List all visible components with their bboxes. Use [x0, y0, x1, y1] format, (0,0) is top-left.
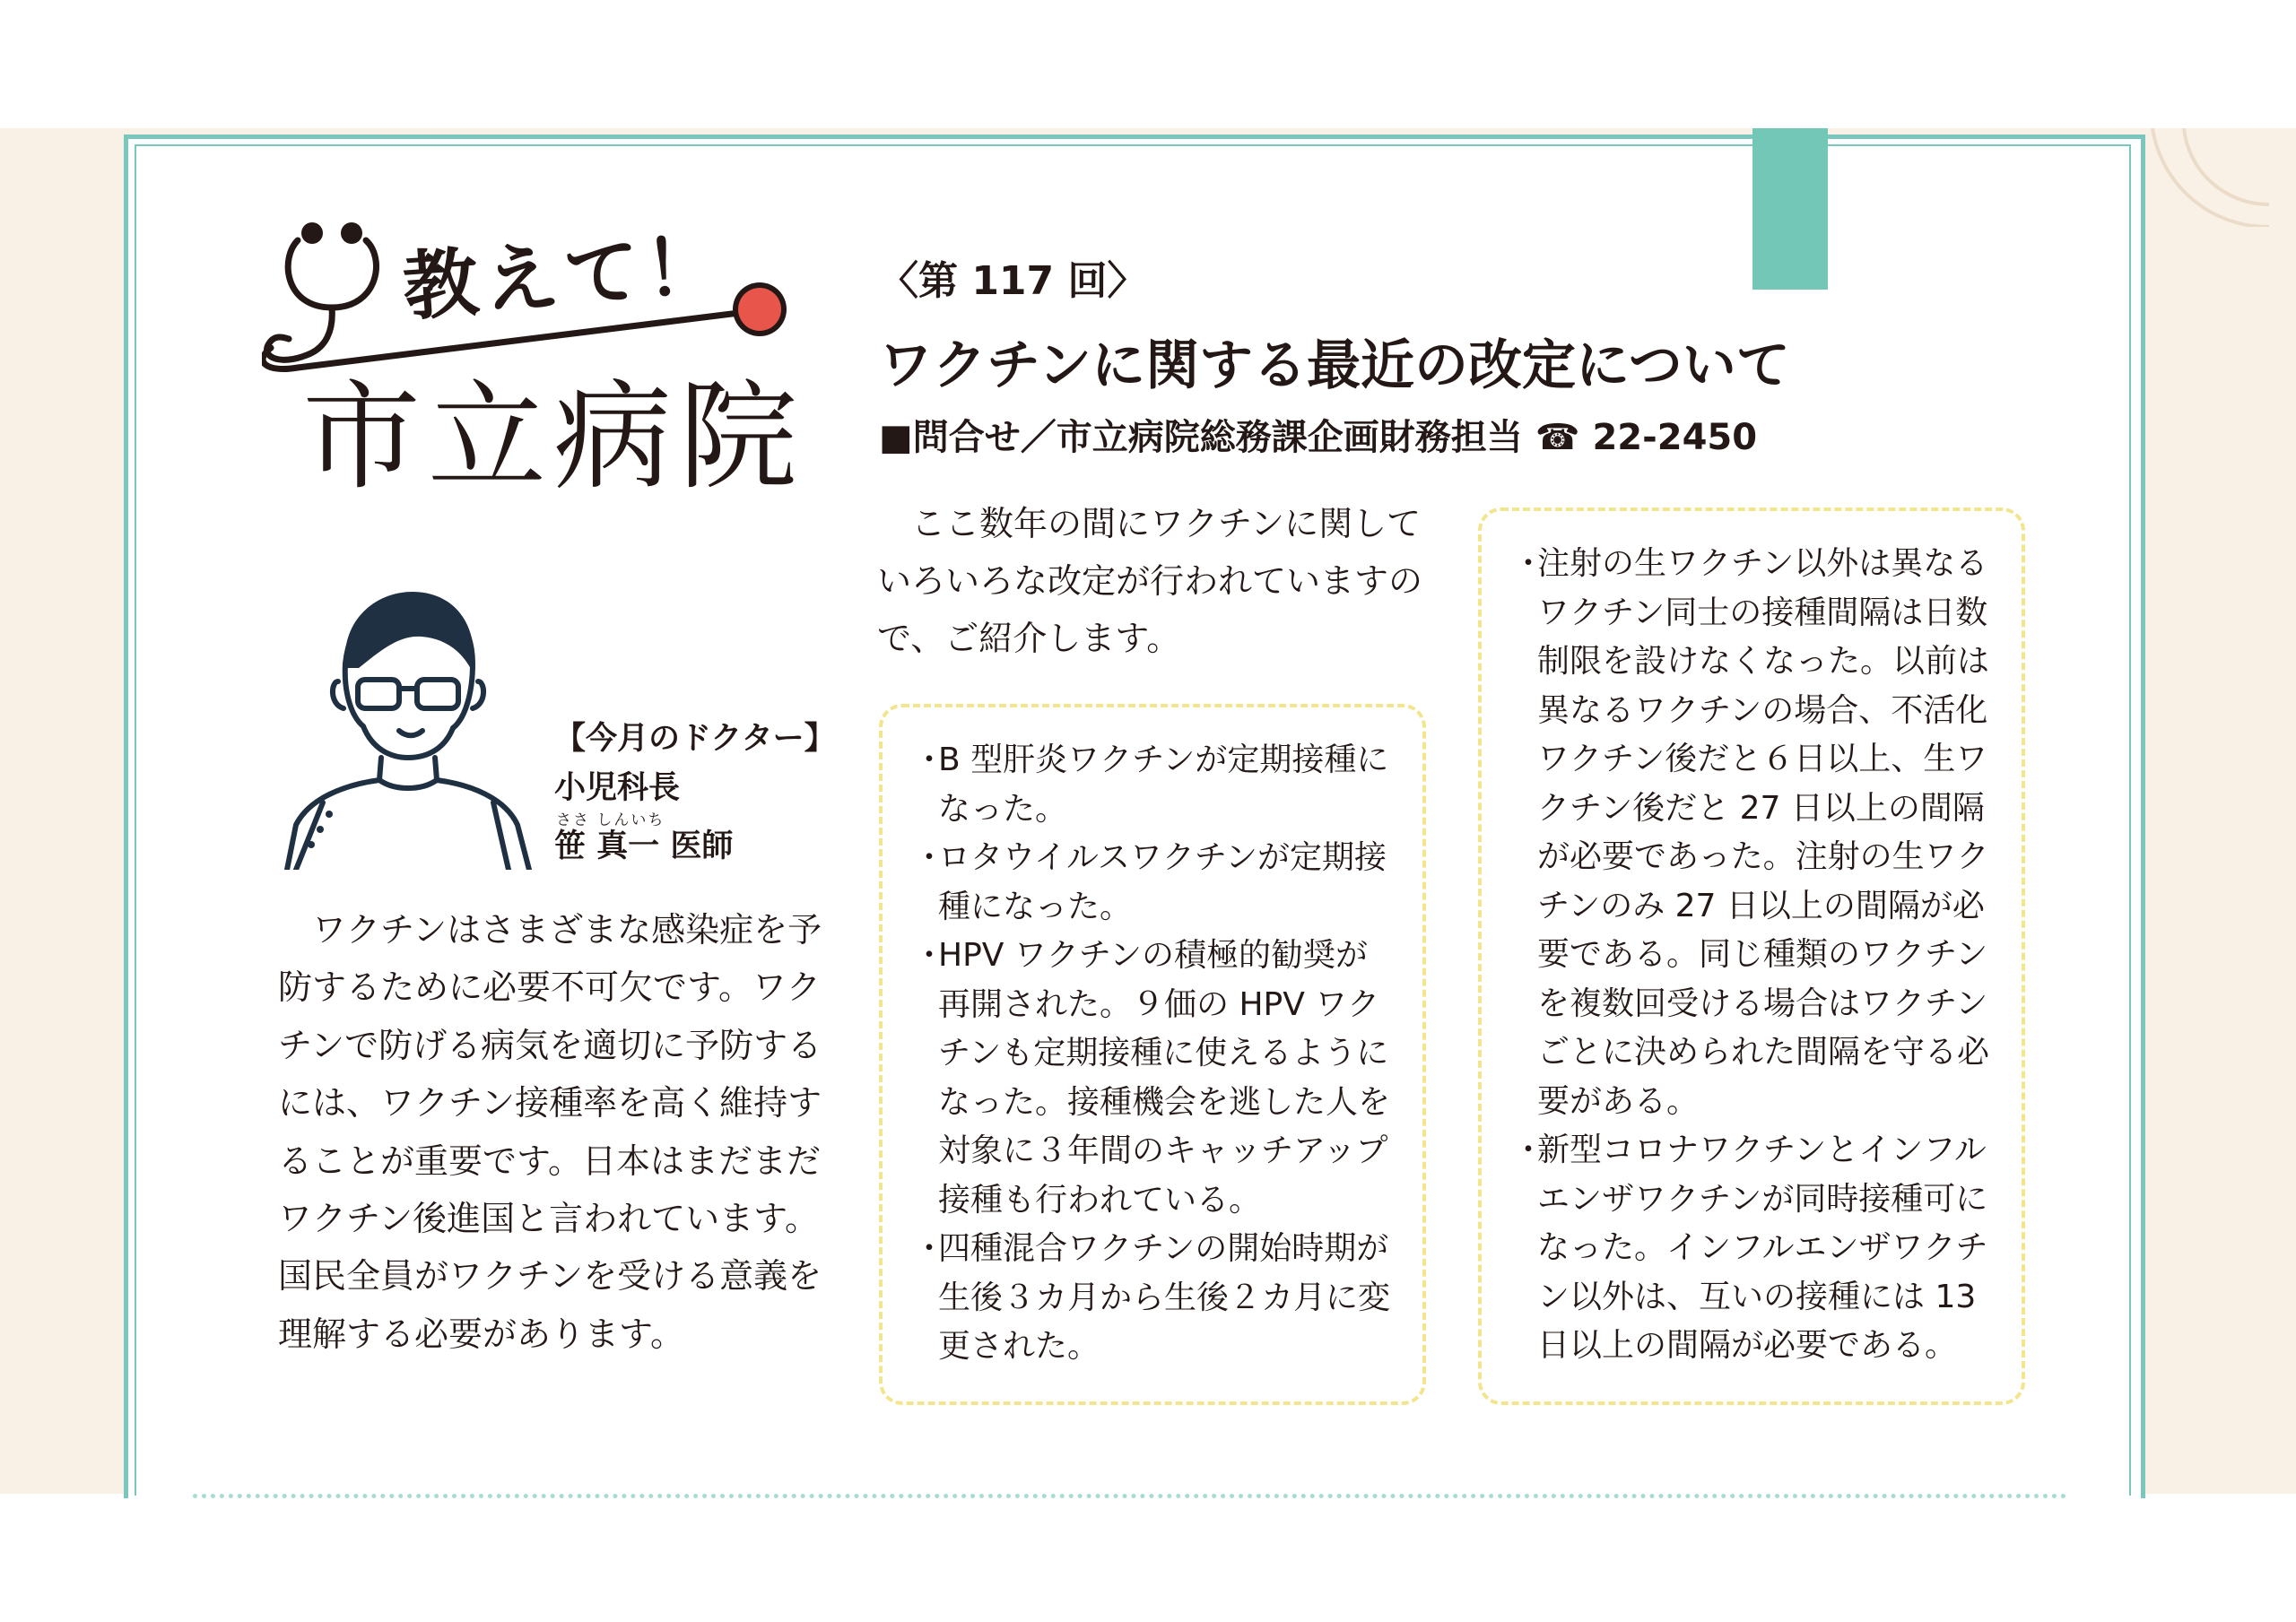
intro-paragraph: ここ数年の間にワクチンに関していろいろな改定が行われていますので、ご紹介します。 [877, 504, 1423, 658]
logo-title-small: 教えて！ [399, 220, 728, 332]
doctor-name: 笹 真一 医師 [554, 828, 734, 864]
contact-line: ■問合せ／市立病院総務課企画財務担当 ☎ 22-2450 [879, 417, 1758, 458]
decorative-arc [2135, 128, 2278, 227]
column-logo [262, 213, 809, 509]
logo-title-main: 市立病院 [302, 369, 804, 507]
list-item: ・ HPV ワクチンの積極的勧奨が再開された。９価の HPV ワクチンも定期接種に使えるようになった。接種機会を逃した人を対象に３年間のキャッチアップ接種も行われている。 [913, 937, 1391, 1219]
list-item: ・ 四種混合ワクチンの開始時期が生後３カ月から生後２カ月に変更された。 [913, 1230, 1391, 1365]
revision-list-left [909, 736, 1394, 1372]
doctor-department: 小児科長 [554, 770, 681, 806]
list-item: ・ 注射の生ワクチン以外は異なるワクチン同士の接種間隔は日数制限を設けなくなった。以前は異なるワクチンの場合、不活化ワクチン後だと６日以上、生ワクチン後だと 27 日以上の間隔が必要であった。注射の生ワクチンのみ 27 日以上の間隔が必要である。同じ種類のワクチンを複数回受ける場合はワクチンごとに決められた間隔を守る必要がある。 [1512, 545, 1990, 1120]
issue-number: 〈第 117 回〉 [879, 258, 1147, 304]
bookmark-tab [1752, 128, 1828, 290]
list-item: ・ B 型肝炎ワクチンが定期接種になった。 [913, 742, 1389, 828]
list-item: ・ 新型コロナワクチンとインフルエンザワクチンが同時接種可になった。インフルエンザワクチン以外は、互いの接種には 13 日以上の間隔が必要である。 [1512, 1132, 1988, 1364]
doctor-avatar [274, 583, 543, 870]
bottom-dotted-divider [193, 1494, 2067, 1498]
list-item: ・ ロタウイルスワクチンが定期接種になった。 [913, 839, 1387, 925]
article-title: ワクチンに関する最近の改定について [879, 334, 1790, 397]
doctor-label: 【今月のドクター】 [554, 721, 836, 757]
doctor-name-ruby: ささ しんいち [556, 811, 665, 829]
revision-box-right [1478, 507, 2025, 1405]
revision-list-right [1509, 540, 1993, 1371]
revision-box-left [879, 704, 1426, 1405]
lead-paragraph: ワクチンはさまざまな感染症を予防するために必要不可欠です。ワクチンで防げる病気を適切に予防するには、ワクチン接種率を高く維持することが重要です。日本はまだまだワクチン後進国と言われています。国民全員がワクチンを受ける意義を理解する必要があります。 [278, 910, 822, 1354]
